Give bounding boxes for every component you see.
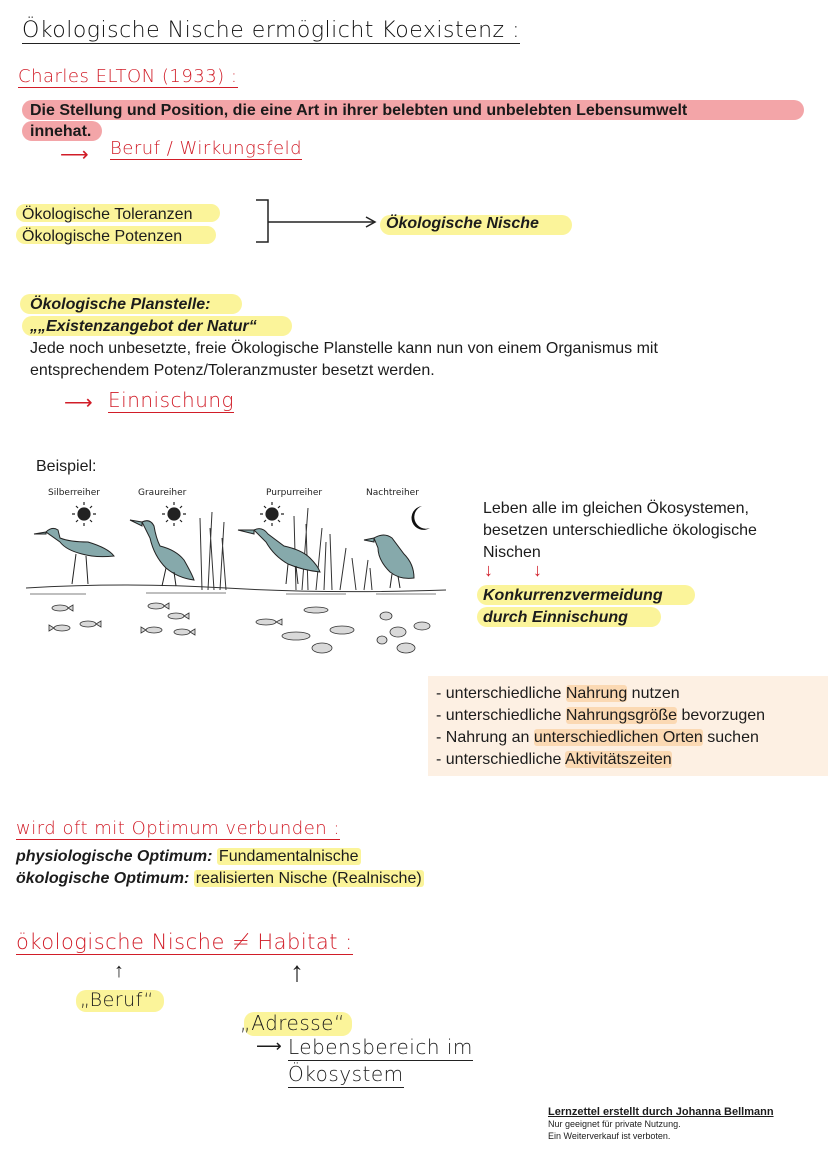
diagram-item-potenzen: Ökologische Potenzen (22, 228, 183, 245)
page-title: Ökologische Nische ermöglicht Koexistenz : (22, 18, 521, 43)
optimum-line1: physiologische Optimum: Fundamentalnische (16, 848, 359, 865)
footer-note2: Ein Weiterverkauf ist verboten. (548, 1131, 671, 1141)
heron-illustration (26, 498, 446, 668)
planstelle-arrow-note: Einnischung (108, 388, 235, 412)
bird-label-nachtreiher: Nachtreiher (366, 488, 419, 498)
arrow-down-icon: ↓ (533, 560, 542, 580)
moon-icon (412, 506, 430, 530)
prey-animals (49, 603, 430, 653)
elton-heading: Charles ELTON (1933) : (18, 66, 238, 87)
sun-icon (72, 502, 96, 526)
optimum-heading: wird oft mit Optimum verbunden : (16, 818, 340, 839)
list-item: - unterschiedliche Aktivitätszeiten (436, 751, 672, 768)
habitat-heading: ökologische Nische ≠ Habitat : (16, 930, 353, 954)
example-conclusion-line1: Konkurrenzvermeidung (483, 587, 663, 604)
example-desc-line2: besetzen unterschiedliche ökologische (483, 522, 757, 539)
example-description (483, 498, 757, 564)
arrow-right-icon: ⟶ (60, 144, 89, 166)
arrow-right-icon: ⟶ (64, 392, 93, 414)
example-desc-line1: Leben alle im gleichen Ökosystemen, (483, 500, 749, 517)
footer-note1: Nur geeignet für private Nutzung. (548, 1119, 681, 1129)
optimum-block (16, 846, 424, 890)
list-item: - unterschiedliche Nahrung nutzen (436, 685, 680, 702)
footer (548, 1106, 774, 1142)
elton-definition-line1: Die Stellung und Position, die eine Art in ihrer belebten und unbelebten Lebensumwelt (30, 102, 688, 119)
habitat-adresse: „Adresse“ (240, 1011, 345, 1035)
lebensbereich-line2: Ökosystem (288, 1062, 404, 1086)
diagram-item-toleranzen: Ökologische Toleranzen (22, 206, 193, 223)
strategy-list (436, 683, 765, 771)
example-conclusion (483, 585, 663, 629)
planstelle-text-line1: Jede noch unbesetzte, freie Ökologische Planstelle kann nun von einem Organismus mit (30, 340, 658, 357)
diagram-items (22, 204, 192, 248)
sun-icon (162, 502, 186, 526)
elton-definition (30, 100, 687, 142)
list-item: - Nahrung an unterschiedlichen Orten suchen (436, 729, 759, 746)
bracket-arrow-icon (250, 196, 380, 248)
planstelle-quote: „„Existenzangebot der Natur“ (30, 318, 257, 335)
lebensbereich-line1: Lebensbereich im (288, 1035, 473, 1059)
bird-label-silberreiher: Silberreiher (48, 488, 100, 498)
elton-definition-line2: innehat. (30, 123, 92, 140)
arrow-right-icon: ⟶ (256, 1036, 282, 1056)
example-conclusion-line2: durch Einnischung (483, 609, 628, 626)
arrow-up-icon: ↑ (290, 956, 304, 987)
footer-author: Lernzettel erstellt durch Johanna Bellmann (548, 1106, 774, 1118)
habitat-lebensbereich (288, 1034, 473, 1088)
planstelle-block (30, 294, 658, 382)
heron-graureiher (130, 520, 194, 586)
planstelle-text-line2: entsprechendem Potenz/Toleranzmuster besetzt werden. (30, 362, 435, 379)
bird-label-purpurreiher: Purpurreiher (266, 488, 323, 498)
habitat-beruf: „Beruf“ (80, 989, 154, 1011)
heron-silberreiher (34, 528, 114, 584)
list-item: - unterschiedliche Nahrungsgröße bevorzugen (436, 707, 766, 724)
optimum-line2: ökologische Optimum: realisierten Nische (Realnische) (16, 870, 422, 887)
arrow-up-icon: ↑ (114, 960, 124, 982)
bird-label-graureiher: Graureiher (138, 488, 187, 498)
diagram-result: Ökologische Nische (386, 215, 539, 232)
arrow-down-icon: ↓ (484, 560, 493, 580)
example-label: Beispiel: (36, 458, 97, 475)
sun-icon (260, 502, 284, 526)
elton-arrow-note: Beruf / Wirkungsfeld (110, 138, 303, 159)
example-desc-line3: Nischen (483, 544, 541, 561)
planstelle-heading: Ökologische Planstelle: (30, 296, 211, 313)
